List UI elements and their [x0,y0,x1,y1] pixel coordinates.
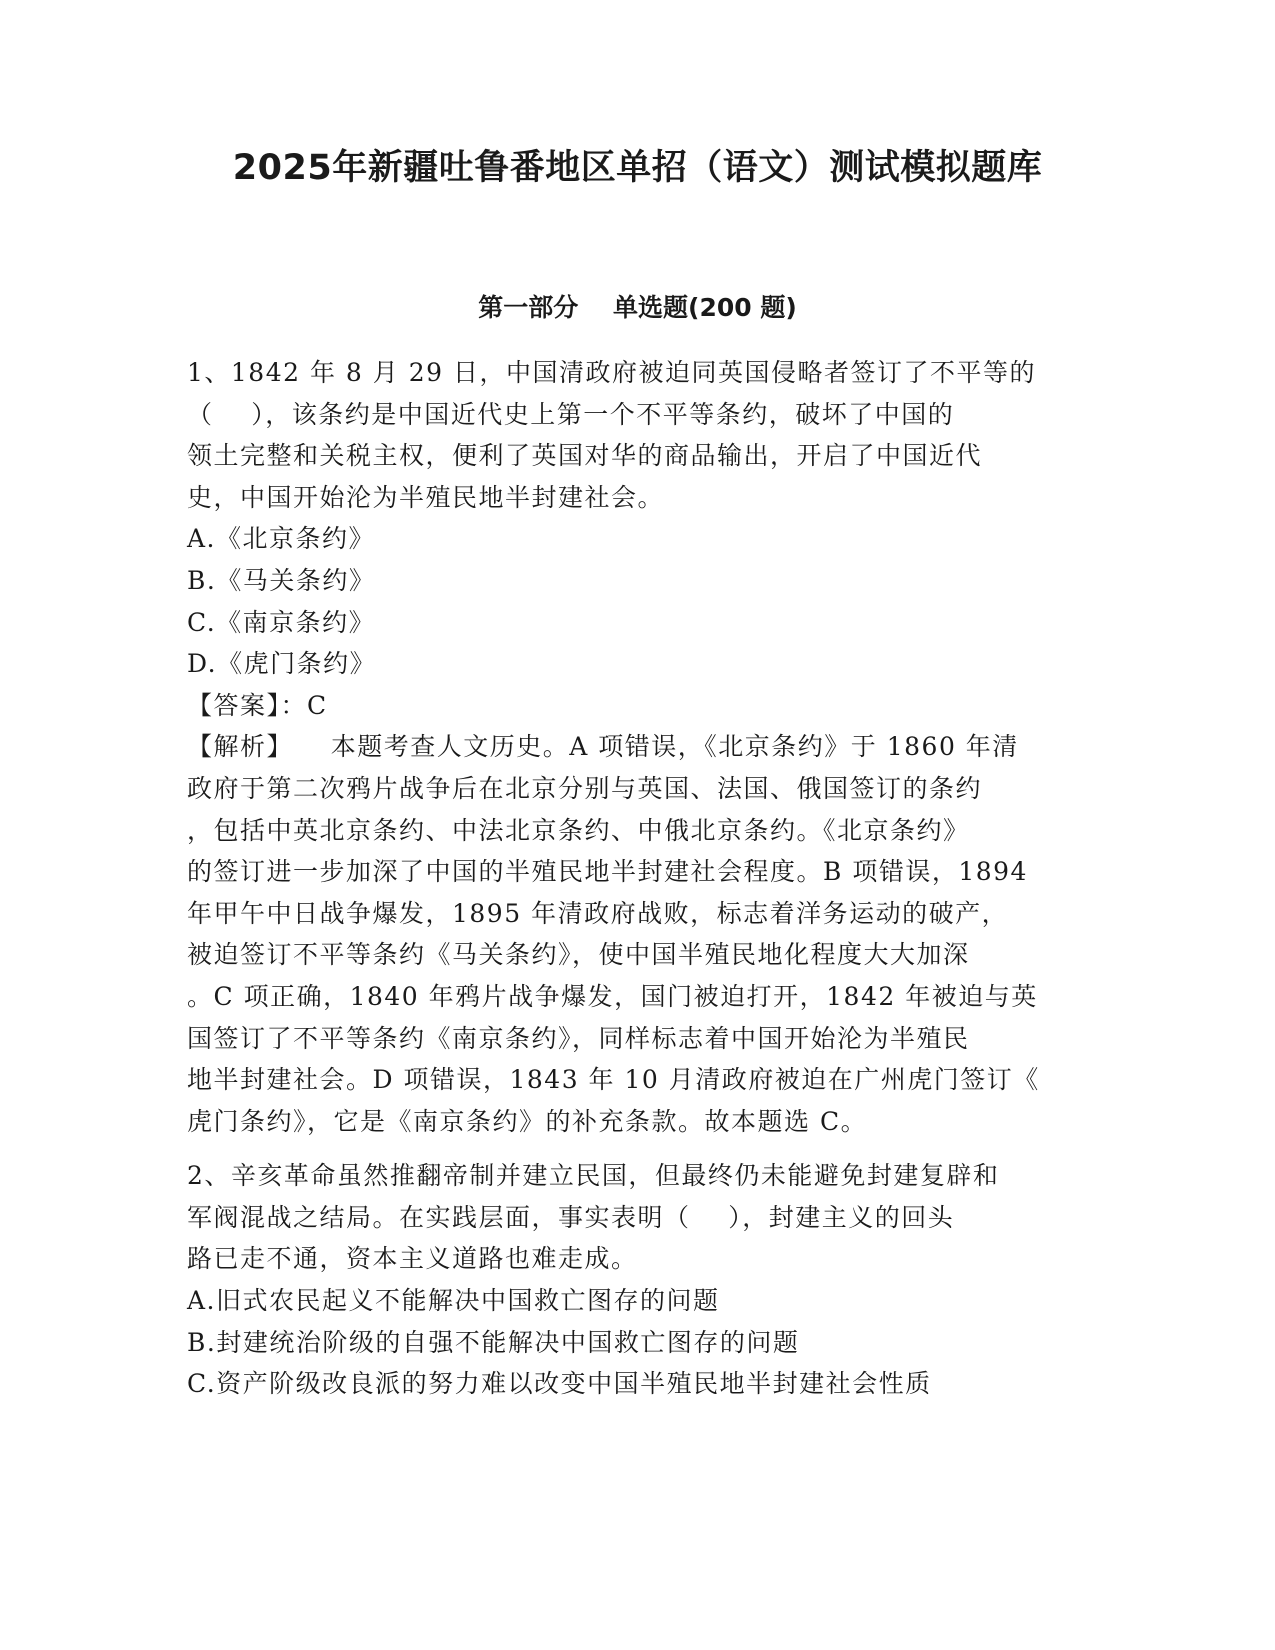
stem-line: （ ），该条约是中国近代史上第一个不平等条约，破坏了中国的 [187,399,955,429]
section-title: 第一部分 单选题(200 题) [478,293,797,322]
stem-line: 领土完整和关税主权，便利了英国对华的商品输出，开启了中国近代 [187,441,983,471]
explanation-line: 被迫签订不平等条约《马关条约》，使中国半殖民地化程度大大加深 [187,940,970,970]
explanation-line: 年甲午中日战争爆发，1895 年清政府战败，标志着洋务运动的破产， [187,898,1009,928]
stem-line: 1、1842 年 8 月 29 日，中国清政府被迫同英国侵略者签订了不平等的 [187,358,1036,387]
option-c: C.资产阶级改良派的努力难以改变中国半殖民地半封建社会性质 [187,1369,932,1399]
option-list [187,518,1087,684]
question-1 [187,352,1087,1142]
stem-line: 2、辛亥革命虽然推翻帝制并建立民国，但最终仍未能避免封建复辟和 [187,1161,1000,1191]
option-b: B.《马关条约》 [187,565,376,595]
explanation-line: ，包括中英北京条约、中法北京条约、中俄北京条约。《北京条约》 [187,815,970,845]
question-spacer [187,1142,1087,1155]
option-b: B.封建统治阶级的自强不能解决中国救亡图存的问题 [187,1327,800,1357]
option-a: A.旧式农民起义不能解决中国救亡图存的问题 [187,1286,720,1316]
answer-line: 【答案】：C [187,690,328,720]
question-stem [187,352,1087,518]
explanation-line: 的签订进一步加深了中国的半殖民地半封建社会程度。B 项错误，1894 [187,857,1028,887]
option-a: A.《北京条约》 [187,524,376,554]
option-list [187,1280,1087,1405]
explanation-line: 虎门条约》，它是《南京条约》的补充条款。故本题选 C。 [187,1106,868,1136]
explanation-line: 【解析】 本题考查人文历史。A 项错误，《北京条约》于 1860 年清 [187,732,1019,762]
document-body [187,352,1087,1405]
document-title: 2025年新疆吐鲁番地区单招（语文）测试模拟题库 [232,148,1043,188]
explanation-line: 。C 项正确，1840 年鸦片战争爆发，国门被迫打开，1842 年被迫与英 [187,981,1038,1011]
question-2 [187,1155,1087,1405]
explanation [187,726,1087,1142]
stem-line: 军阀混战之结局。在实践层面，事实表明（ ），封建主义的回头 [187,1202,955,1232]
question-stem [187,1155,1087,1280]
explanation-line: 地半封建社会。D 项错误，1843 年 10 月清政府被迫在广州虎门签订《 [187,1065,1040,1095]
explanation-line: 政府于第二次鸦片战争后在北京分别与英国、法国、俄国签订的条约 [187,773,983,803]
stem-line: 路已走不通，资本主义道路也难走成。 [187,1244,638,1274]
option-d: D.《虎门条约》 [187,649,377,679]
option-c: C.《南京条约》 [187,607,376,637]
stem-line: 史，中国开始沦为半殖民地半封建社会。 [187,482,665,512]
explanation-line: 国签订了不平等条约《南京条约》，同样标志着中国开始沦为半殖民 [187,1023,970,1053]
